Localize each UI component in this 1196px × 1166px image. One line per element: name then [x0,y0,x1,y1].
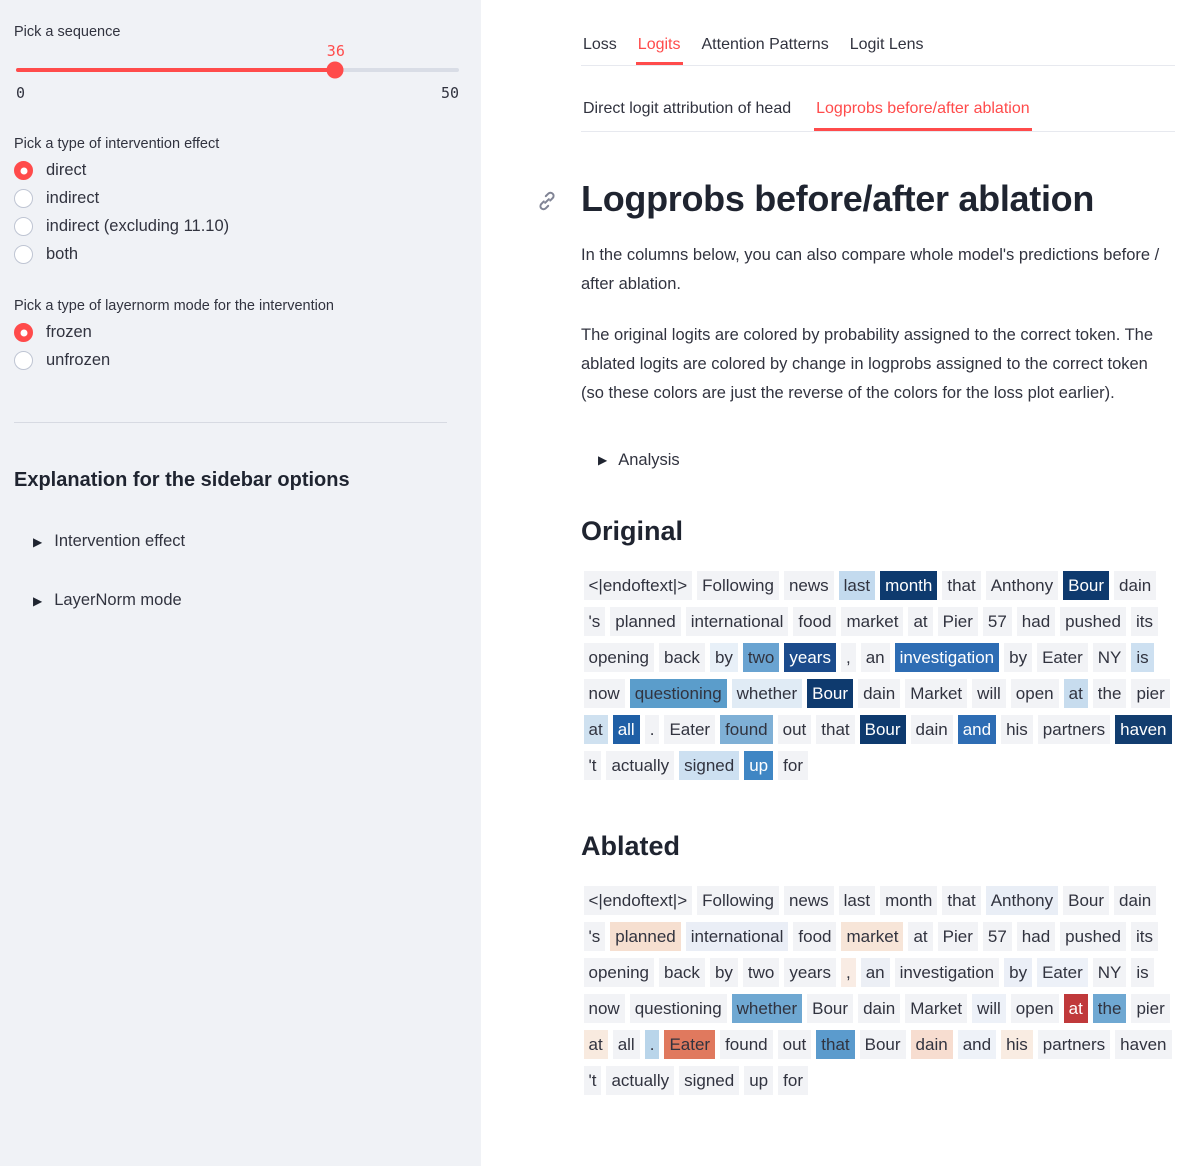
token: signed [679,751,739,780]
token: <|endoftext|> [584,571,693,600]
token: . [645,1030,660,1059]
slider-fill [16,68,335,72]
token: his [1001,715,1033,744]
link-anchor-icon[interactable] [536,190,558,212]
token: an [861,958,890,987]
token: pushed [1060,922,1126,951]
tab-logits[interactable]: Logits [636,32,683,65]
token: Market [905,994,967,1023]
token: all [613,715,640,744]
token: last [839,571,875,600]
tab-loss[interactable]: Loss [583,36,617,53]
expander-analysis[interactable] [598,451,1175,470]
expander-label: LayerNorm mode [54,591,182,609]
radio-icon[interactable] [14,161,33,180]
tab-attention-patterns[interactable]: Attention Patterns [701,36,829,53]
radio-icon[interactable] [14,323,33,342]
sidebar-explanation-heading: Explanation for the sidebar options [14,469,350,491]
original-token-visualization [581,569,1175,785]
sidebar-divider [14,422,447,423]
token: its [1131,922,1158,951]
subtab-logprobs-ablation[interactable]: Logprobs before/after ablation [814,96,1031,131]
token: at [584,1030,608,1059]
radio-option-label: unfrozen [46,351,111,369]
token: out [778,715,812,744]
expander-label: Analysis [618,450,680,469]
token: Following [697,886,779,915]
token: pier [1131,679,1169,708]
token: 't [584,1066,602,1095]
sequence-slider[interactable] [14,42,461,102]
token: his [1001,1030,1033,1059]
token: haven [1115,715,1171,744]
token: food [793,922,836,951]
token: Bour [807,994,853,1023]
radio-option-both[interactable] [14,245,461,264]
token: open [1011,994,1059,1023]
token: partners [1038,715,1110,744]
token: is [1131,958,1153,987]
radio-option-label: direct [46,161,87,179]
expander-layernorm-mode[interactable] [33,591,461,610]
token: Bour [807,679,853,708]
token: 's [584,922,606,951]
ablated-heading: Ablated [581,830,681,861]
token: its [1131,607,1158,636]
layernorm-radio-label: Pick a type of layernorm mode for the intervention [14,298,334,314]
slider-value: 36 [326,42,345,60]
token: dain [911,1030,953,1059]
token: partners [1038,1030,1110,1059]
token: investigation [895,958,1000,987]
token: planned [610,607,681,636]
token: Following [697,571,779,600]
token: an [861,643,890,672]
token: pushed [1060,607,1126,636]
token: whether [732,679,802,708]
radio-option-indirect[interactable] [14,189,461,208]
token: 57 [983,922,1012,951]
token: Bour [1063,886,1109,915]
token: found [720,1030,773,1059]
radio-option-label: frozen [46,323,92,341]
chevron-right-icon: ▶ [33,534,43,549]
token: food [793,607,836,636]
token: month [880,571,937,600]
token: investigation [895,643,1000,672]
token: actually [606,751,674,780]
token: Bour [860,715,906,744]
token: now [584,994,625,1023]
token: Anthony [986,886,1058,915]
token: Eater [664,715,715,744]
token: month [880,886,937,915]
token: at [908,607,932,636]
token: will [972,994,1006,1023]
token: Bour [860,1030,906,1059]
intro-paragraph: In the columns below, you can also compare whole model's predictions before / after ablation. [581,246,1160,294]
token: actually [606,1066,674,1095]
token: years [784,958,836,987]
token: dain [858,994,900,1023]
token: will [972,679,1006,708]
chevron-right-icon: ▶ [598,453,608,468]
token: planned [610,922,681,951]
token: market [841,922,903,951]
token: , [841,643,856,672]
token: by [710,643,738,672]
token: that [816,1030,854,1059]
token: two [743,958,779,987]
original-heading: Original [581,515,684,546]
sub-tab-bar [581,96,1175,132]
slider-max-label: 50 [440,84,459,102]
expander-intervention-effect[interactable] [33,532,461,551]
token: found [720,715,773,744]
token: that [816,715,854,744]
token: is [1131,643,1153,672]
token: Anthony [986,571,1058,600]
slider-label: Pick a sequence [14,24,121,40]
token: had [1017,922,1055,951]
radio-icon[interactable] [14,245,33,264]
token: NY [1093,958,1127,987]
main-content [481,0,1196,1166]
radio-icon[interactable] [14,217,33,236]
expander-label: Intervention effect [54,532,186,550]
token: NY [1093,643,1127,672]
token: by [1004,958,1032,987]
token: international [686,922,789,951]
token: that [942,571,980,600]
token: at [1064,679,1088,708]
radio-option-unfrozen[interactable] [14,351,461,370]
token: last [839,886,875,915]
token: dain [858,679,900,708]
token: news [784,886,834,915]
token: back [659,643,705,672]
tab-logit-lens[interactable]: Logit Lens [849,36,924,53]
radio-option-label: both [46,245,79,263]
token: the [1093,994,1127,1023]
radio-icon[interactable] [14,351,33,370]
token: up [744,751,773,780]
radio-option-label: indirect [46,189,100,207]
token: by [710,958,738,987]
intervention-radio-label: Pick a type of intervention effect [14,136,220,152]
token: now [584,679,625,708]
token: Pier [938,922,978,951]
token: for [778,751,808,780]
token: at [584,715,608,744]
slider-thumb[interactable] [326,62,343,79]
radio-option-frozen[interactable] [14,323,461,342]
token: <|endoftext|> [584,886,693,915]
radio-option-indirect-excluding[interactable] [14,217,461,236]
token: out [778,1030,812,1059]
token: up [744,1066,773,1095]
token: questioning [630,679,727,708]
token: market [841,607,903,636]
token: at [1064,994,1088,1023]
token: open [1011,679,1059,708]
token: . [645,715,660,744]
token: opening [584,958,655,987]
token: signed [679,1066,739,1095]
token: for [778,1066,808,1095]
chevron-right-icon: ▶ [33,593,43,608]
radio-icon[interactable] [14,189,33,208]
token: international [686,607,789,636]
subtab-direct-logit-attribution[interactable]: Direct logit attribution of head [583,100,792,117]
slider-min-label: 0 [16,84,26,102]
token: two [743,643,779,672]
intervention-effect-radio-group [14,136,461,264]
token: all [613,1030,640,1059]
token: pier [1131,994,1169,1023]
description-paragraph: The original logits are colored by probability assigned to the correct token. The ablated logits are colored by change in logprobs assigned to the correct token (so these colors are just the reverse of the colors for the loss plot earlier). [581,325,1154,403]
token: dain [911,715,953,744]
sidebar [0,0,481,1166]
token: opening [584,643,655,672]
token: years [784,643,836,672]
token: haven [1115,1030,1171,1059]
token: 57 [983,607,1012,636]
token: the [1093,679,1127,708]
slider-track[interactable] [16,68,459,72]
token: had [1017,607,1055,636]
token: dain [1114,571,1156,600]
token: at [908,922,932,951]
token: Bour [1063,571,1109,600]
token: and [958,715,996,744]
token: and [958,1030,996,1059]
token: whether [732,994,802,1023]
token: back [659,958,705,987]
radio-option-label: indirect (excluding 11.10) [46,217,230,235]
token: 't [584,751,602,780]
page-title: Logprobs before/after ablation [581,178,1095,219]
token: news [784,571,834,600]
token: Eater [1037,958,1088,987]
token: Eater [664,1030,715,1059]
token: , [841,958,856,987]
token: that [942,886,980,915]
radio-option-direct[interactable] [14,161,461,180]
token: dain [1114,886,1156,915]
token: Pier [938,607,978,636]
token: Eater [1037,643,1088,672]
ablated-token-visualization [581,884,1175,1100]
layernorm-mode-radio-group [14,298,461,370]
token: Market [905,679,967,708]
token: by [1004,643,1032,672]
top-tab-bar [581,32,1175,66]
token: 's [584,607,606,636]
token: questioning [630,994,727,1023]
